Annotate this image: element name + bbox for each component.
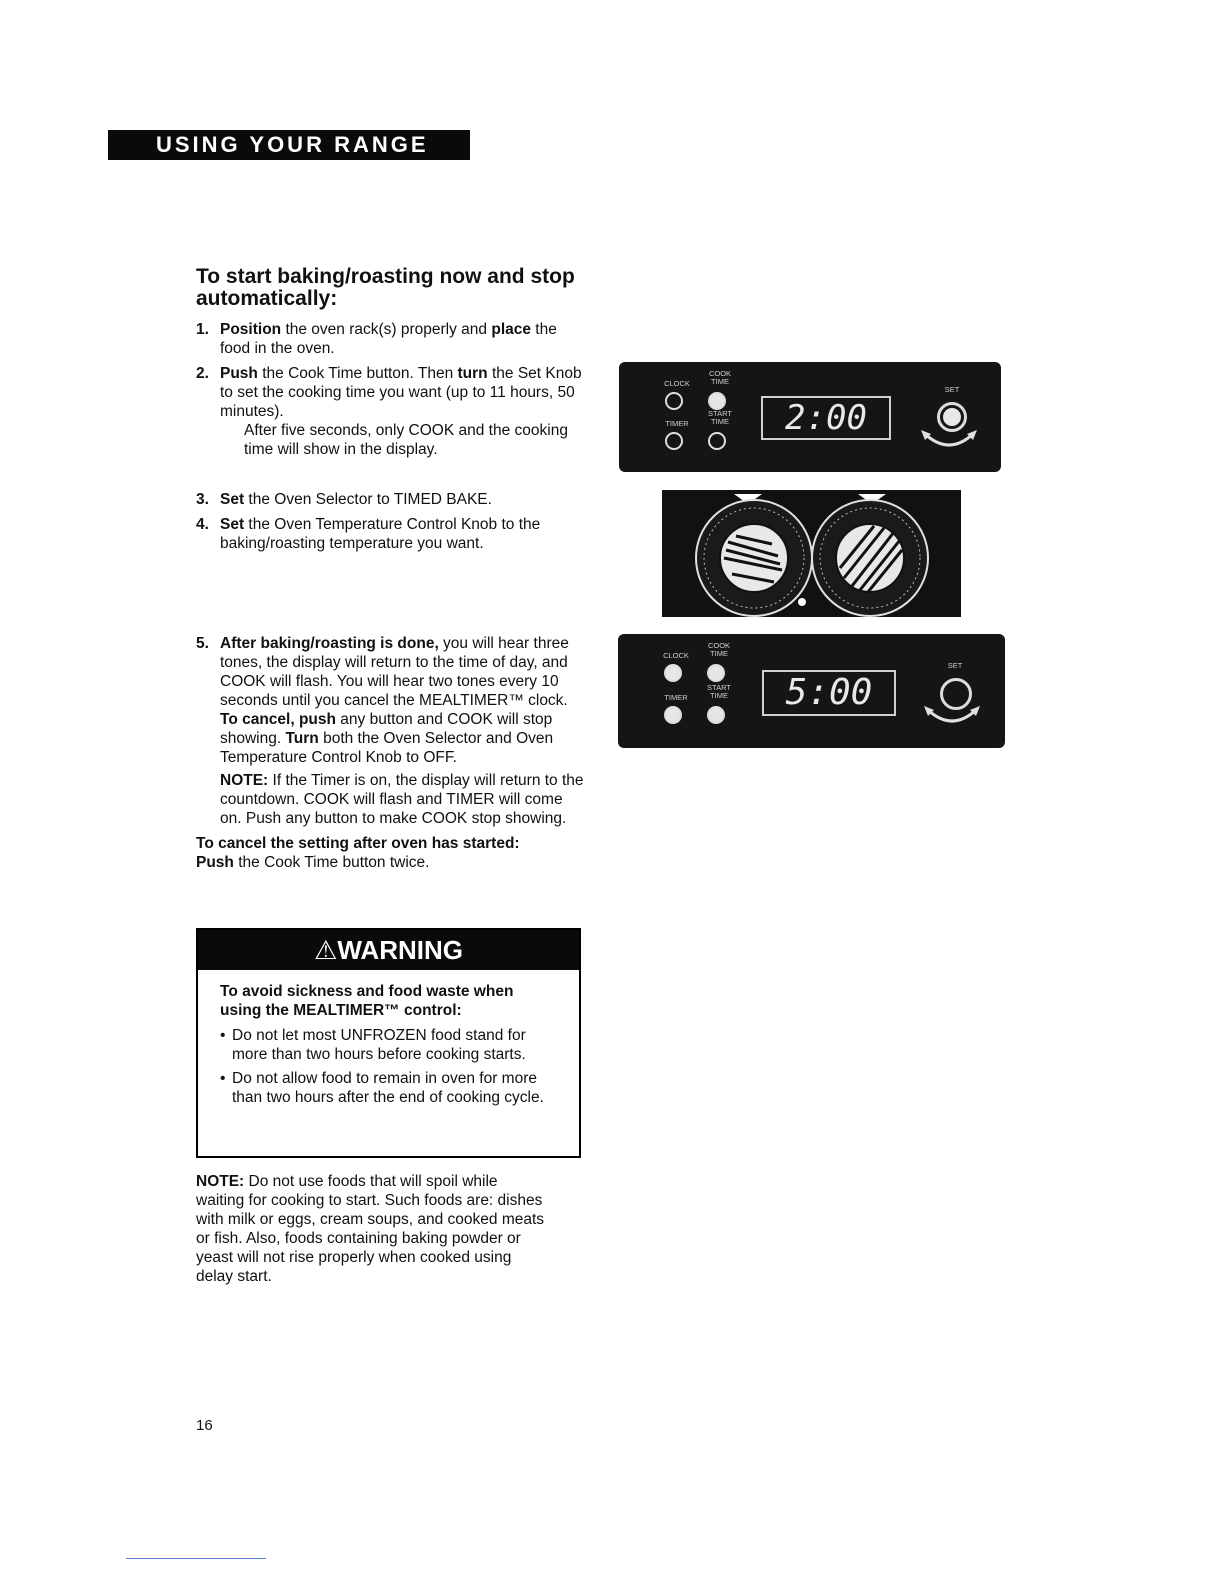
bottom-note: [196, 1172, 546, 1286]
control-panel-cook-time: [619, 362, 1001, 472]
step-keyword: Set: [220, 516, 245, 533]
bottom-note-label: NOTE:: [196, 1173, 245, 1190]
step-3: [196, 490, 588, 509]
step-keyword: turn: [457, 365, 488, 382]
step-1: [196, 320, 588, 358]
step-keyword: Push: [220, 365, 258, 382]
step-text: the Oven Temperature Control Knob to the baking/roasting temperature you want.: [220, 516, 541, 552]
cook-time-label: COOK TIME: [708, 369, 732, 386]
step-text: the oven rack(s) properly and: [281, 321, 492, 338]
cook-time-button[interactable]: [707, 664, 725, 682]
time-display: 5:00: [762, 670, 896, 716]
step-subnote: After five seconds, only COOK and the cooking time will show in the display.: [244, 422, 568, 458]
step-text: the food in the oven.: [220, 321, 557, 357]
footer-rule: [126, 1558, 266, 1559]
start-time-button[interactable]: [707, 706, 725, 724]
step-number: 3.: [196, 491, 209, 508]
step-keyword: Turn: [285, 730, 319, 747]
clock-label: CLOCK: [663, 651, 689, 660]
warning-item: • Do not allow food to remain in oven for more than two hours after the end of cooking cycle.: [220, 1069, 557, 1107]
step-note-label: NOTE:: [220, 772, 269, 789]
time-display: 2:00: [761, 396, 891, 440]
control-panel-time-of-day: [618, 634, 1005, 748]
step-text: the Cook Time button. Then: [257, 365, 458, 382]
set-label: SET: [944, 385, 960, 394]
warning-list: [220, 1026, 557, 1107]
page-number: 16: [196, 1417, 213, 1434]
timer-button[interactable]: [664, 706, 682, 724]
clock-label: CLOCK: [664, 379, 690, 388]
step-text: the Set Knob to set the cooking time you want (up to 11 hours, 50 minutes).: [220, 365, 582, 420]
section-header-title: USING YOUR RANGE: [156, 132, 429, 157]
warning-title: ⚠WARNING: [198, 930, 579, 970]
step-number: 2.: [196, 365, 209, 382]
timer-button[interactable]: [665, 432, 683, 450]
cook-time-button[interactable]: [708, 392, 726, 410]
steps-group-1: [196, 320, 588, 465]
set-knob-center: [943, 408, 961, 426]
step-note-text: If the Timer is on, the display will return to the countdown. COOK will flash and TIMER will come on. Push any button to make COOK stop showing.: [220, 772, 584, 827]
cook-time-label: COOK TIME: [707, 641, 731, 658]
step-text: you will hear three tones, the display will return to the time of day, and COOK will flash. You will hear two tones every 10 seconds until you cancel the MEALTIMER™ clock.: [220, 635, 569, 709]
rotate-arrows-icon: [919, 428, 979, 454]
clock-button[interactable]: [664, 664, 682, 682]
step-5: [196, 634, 588, 828]
start-time-button[interactable]: [708, 432, 726, 450]
section-header-bar: [108, 130, 470, 160]
start-time-label: START TIME: [707, 683, 731, 700]
bottom-note-text: Do not use foods that will spoil while waiting for cooking to start. Such foods are: dishes with milk or eggs, cream soups, and cooked meats or fish. Also, foods containing baking powder or yeast will not rise properly when cooked using delay start.: [196, 1173, 545, 1285]
oven-knobs-illustration: [662, 490, 961, 617]
step-2: [196, 364, 588, 459]
steps-group-3: [196, 634, 588, 872]
clock-button[interactable]: [665, 392, 683, 410]
step-text: the Oven Selector to TIMED BAKE.: [244, 491, 492, 508]
warning-body: [198, 970, 579, 1107]
section-title: To start baking/roasting now and stop automatically:: [196, 265, 575, 310]
step-text: any button and COOK will stop showing.: [220, 711, 553, 747]
cancel-block: [196, 834, 588, 872]
cancel-text: the Cook Time button twice.: [233, 854, 430, 871]
cancel-keyword: Push: [196, 854, 234, 871]
rotate-arrows-icon: [922, 704, 982, 730]
step-number: 4.: [196, 516, 209, 533]
step-keyword: To cancel, push: [220, 711, 336, 728]
step-number: 1.: [196, 321, 209, 338]
steps-group-2: [196, 490, 588, 559]
timer-label: TIMER: [664, 693, 688, 702]
start-time-label: START TIME: [708, 409, 732, 426]
step-note: [220, 771, 588, 828]
timer-label: TIMER: [665, 419, 689, 428]
step-text: both the Oven Selector and Oven Temperature Control Knob to OFF.: [220, 730, 554, 766]
step-number: 5.: [196, 635, 209, 652]
step-keyword: Set: [220, 491, 245, 508]
oven-knobs-panel: [662, 490, 961, 617]
set-label: SET: [947, 661, 963, 670]
warning-intro: To avoid sickness and food waste when using the MEALTIMER™ control:: [220, 983, 514, 1019]
warning-item: • Do not let most UNFROZEN food stand for more than two hours before cooking starts.: [220, 1026, 557, 1064]
step-4: [196, 515, 588, 553]
warning-box: [196, 928, 581, 1158]
cancel-heading: To cancel the setting after oven has started:: [196, 835, 520, 852]
step-keyword: place: [491, 321, 531, 338]
step-keyword: Position: [220, 321, 282, 338]
step-keyword: After baking/roasting is done,: [220, 635, 439, 652]
